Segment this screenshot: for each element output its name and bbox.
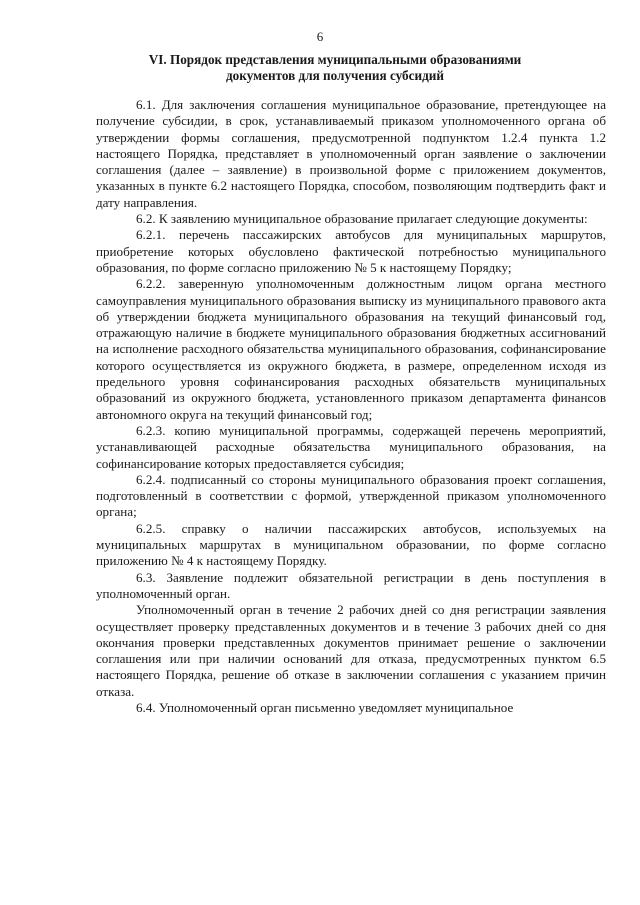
paragraph-6-2-1: 6.2.1. перечень пассажирских автобусов для муниципальных маршрутов, приобретение которых обусловлено фактической потребностью муниципального образования, по форме согласно приложению № 5 к настоящему Порядку; <box>96 227 606 275</box>
paragraph-6-3-review: Уполномоченный орган в течение 2 рабочих дней со дня регистрации заявления осуществляет проверку представленных документов и в течение 3 рабочих дней со дня окончания проверки представленных документов принимает решение о заключении соглашения или при наличии оснований для отказа, предусмотренных пунктом 6.5 настоящего Порядка, решение об отказе в заключении соглашения с указанием причин отказа. <box>96 602 606 699</box>
paragraph-6-2-3: 6.2.3. копию муниципальной программы, содержащей перечень мероприятий, устанавливающей расходные обязательства муниципального образования, на софинансирование которых предоставляется субсидия; <box>96 422 606 471</box>
document-body <box>96 97 606 716</box>
page-number: 6 <box>316 29 324 44</box>
paragraph-6-2-4: 6.2.4. подписанный со стороны муниципального образования проект соглашения, подготовленный в соответствии с формой, утвержденной приказом уполномоченного органа; <box>96 471 606 520</box>
paragraph-6-1: 6.1. Для заключения соглашения муниципальное образование, претендующее на получение субсидии, в срок, устанавливаемый приказом уполномоченного органа об утверждении формы соглашения, предусмотренной подпунктом 1.2.4 пункта 1.2 настоящего Порядка, представляет в уполномоченный орган заявление о заключении соглашения (далее – заявление) в произвольной форме с приложением документов, указанных в пункте 6.2 настоящего Порядка, способом, позволяющим подтвердить факт и дату направления. <box>96 97 606 210</box>
section-heading-line-2: документов для получения субсидий <box>226 68 444 83</box>
paragraph-6-3: 6.3. Заявление подлежит обязательной регистрации в день поступления в уполномоченный орган. <box>96 569 606 601</box>
section-heading-line-1: VI. Порядок представления муниципальными образованиями <box>148 52 522 67</box>
section-heading <box>100 52 570 84</box>
paragraph-6-2: 6.2. К заявлению муниципальное образование прилагает следующие документы: <box>136 211 588 227</box>
paragraph-6-4: 6.4. Уполномоченный орган письменно уведомляет муниципальное <box>136 699 514 715</box>
paragraph-6-2-2: 6.2.2. заверенную уполномоченным должностным лицом органа местного самоуправления муниципального образования выписку из муниципального правового акта об утверждении бюджета муниципального образования на текущий финансовый год, отражающую наличие в бюджете муниципального образования бюджетных ассигнований на исполнение расходного обязательства муниципального образования, софинансирование которого осуществляется из окружного бюджета, в размере, определенном исходя из предельного уровня софинансирования расходных обязательств муниципальных образований из окружного бюджета, установленного приказом департамента финансов автономного округа на текущий финансовый год; <box>96 276 606 422</box>
paragraph-6-2-5: 6.2.5. справку о наличии пассажирских автобусов, используемых на муниципальных маршрутах в муниципальном образовании, по форме согласно приложению № 4 к настоящему Порядку. <box>96 520 606 569</box>
